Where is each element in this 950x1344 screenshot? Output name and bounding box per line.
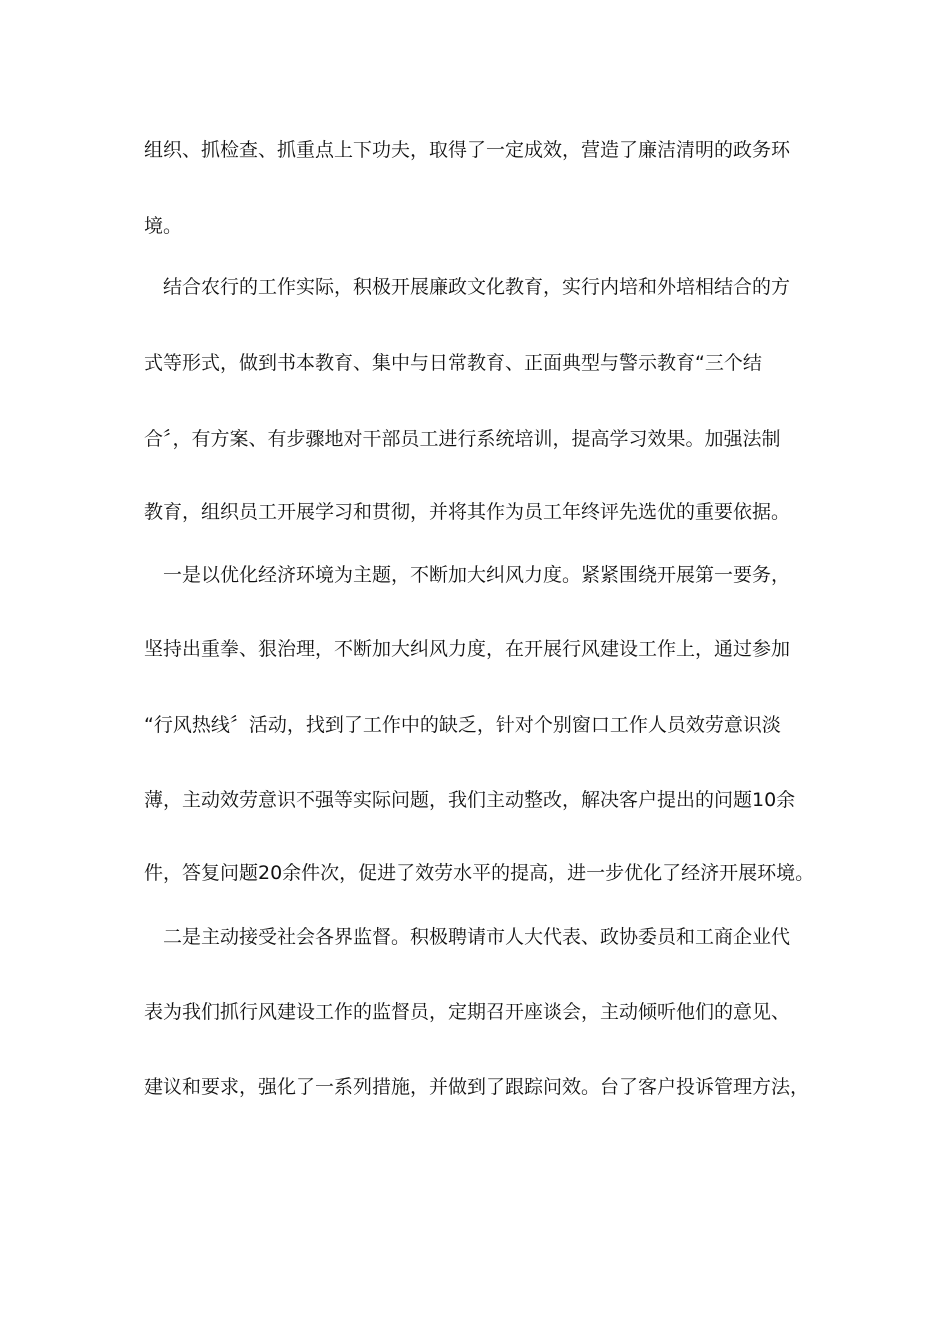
text-line: 薄，主动效劳意识不强等实际问题，我们主动整改，解决客户提出的问题10余 — [144, 789, 796, 811]
text-line: 合〞，有方案、有步骤地对干部员工进行系统培训，提高学习效果。加强法制 — [144, 428, 781, 450]
text-line: 教育，组织员工开展学习和贯彻，并将其作为员工年终评先选优的重要依据。 — [144, 501, 791, 523]
text-line: 件，答复问题20余件次，促进了效劳水平的提高，进一步优化了经济开展环境。 — [144, 862, 815, 884]
text-line: 二是主动接受社会各界监督。积极聘请市人大代表、政协委员和工商企业代 — [144, 926, 791, 948]
text-line: 式等形式，做到书本教育、集中与日常教育、正面典型与警示教育“三个结 — [144, 352, 762, 374]
text-line: 表为我们抓行风建设工作的监督员，定期召开座谈会，主动倾听他们的意见、 — [144, 1001, 791, 1023]
text-line: 建议和要求，强化了一系列措施，并做到了跟踪问效。台了客户投诉管理方法， — [144, 1076, 810, 1098]
text-line: 组织、抓检查、抓重点上下功夫，取得了一定成效，营造了廉洁清明的政务环 — [144, 139, 791, 161]
text-line: 坚持出重拳、狠治理，不断加大纠风力度，在开展行风建设工作上，通过参加 — [144, 638, 791, 660]
text-line: 结合农行的工作实际，积极开展廉政文化教育，实行内培和外培相结合的方 — [144, 276, 791, 298]
text-line: 一是以优化经济环境为主题，不断加大纠风力度。紧紧围绕开展第一要务， — [144, 564, 791, 586]
text-line: 境。 — [144, 215, 183, 237]
text-line: “行风热线〞活动，找到了工作中的缺乏，针对个别窗口工作人员效劳意识淡 — [144, 714, 781, 736]
